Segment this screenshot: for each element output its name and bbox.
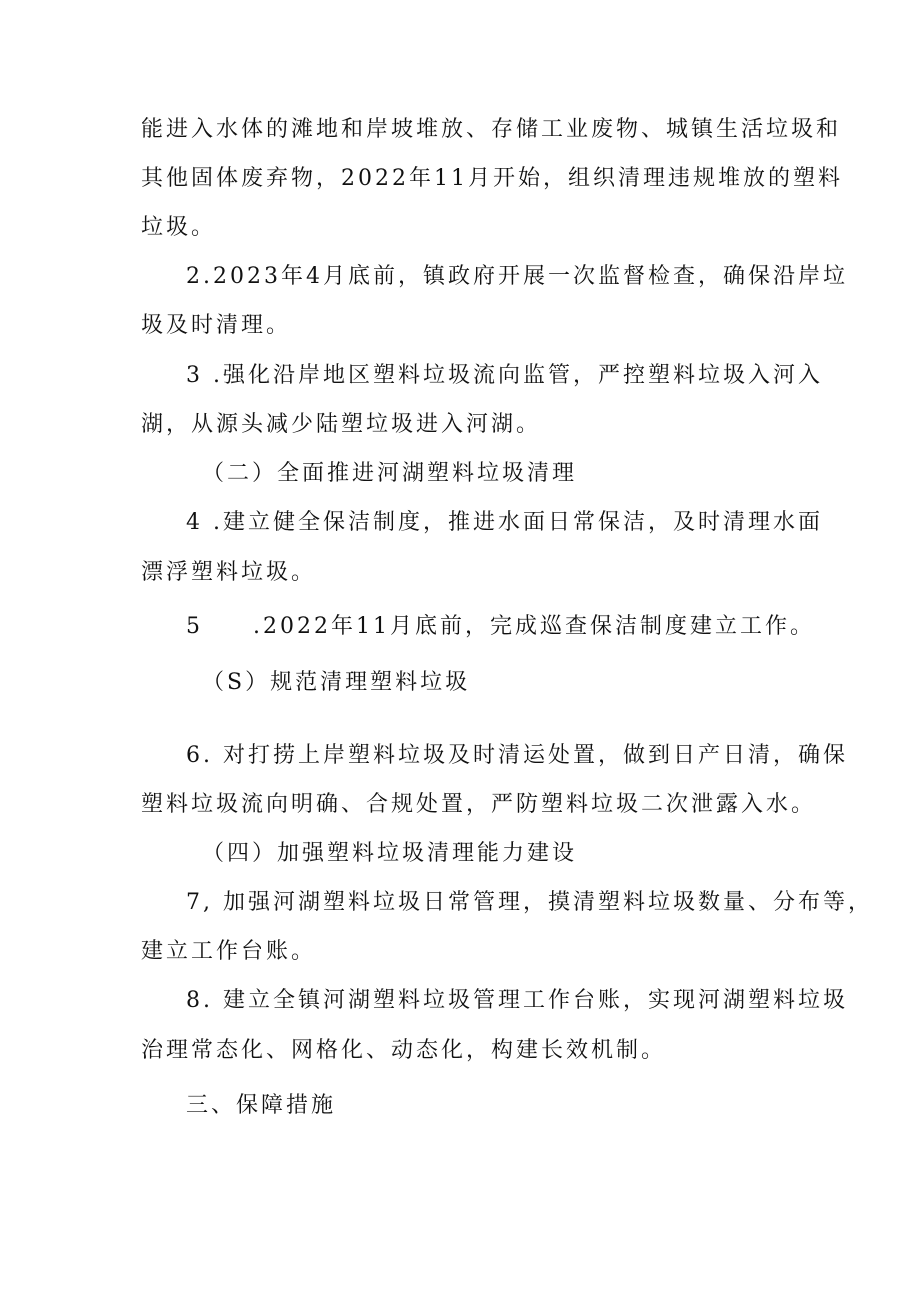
section-heading-2: （二）全面推进河湖塑料垃圾清理 [202, 461, 578, 486]
section-heading-three: 三、保障措施 [186, 1093, 337, 1118]
paragraph-line-2: 其他固体废弃物，2022年11月开始，组织清理违规堆放的塑料 [141, 166, 843, 191]
item-7-line-2: 建立工作台账。 [141, 939, 317, 964]
paragraph-line-3: 垃圾。 [141, 215, 217, 240]
item-4-line-2: 漂浮塑料垃圾。 [141, 560, 317, 585]
item-7-line-1: 7, 加强河湖塑料垃圾日常管理，摸清塑料垃圾数量、分布等， [186, 890, 873, 915]
section-heading-4: （四）加强塑料垃圾清理能力建设 [202, 841, 578, 866]
item-6-line-2: 塑料垃圾流向明确、合规处置，严防塑料垃圾二次泄露入水。 [141, 792, 817, 817]
section-heading-3: （S）规范清理塑料垃圾 [202, 670, 471, 695]
paragraph-line-1: 能进入水体的滩地和岸坡堆放、存储工业废物、城镇生活垃圾和 [141, 117, 842, 142]
item-3-line-1: 3 .强化沿岸地区塑料垃圾流向监管，严控塑料垃圾入河入 [186, 363, 823, 388]
item-2-line-2: 圾及时清理。 [141, 313, 292, 338]
item-5-line-1: 5 .2022年11月底前，完成巡查保洁制度建立工作。 [186, 614, 815, 639]
item-6-line-1: 6. 对打捞上岸塑料垃圾及时清运处置，做到日产日清，确保 [186, 743, 848, 768]
item-2-line-1: 2.2023年4月底前，镇政府开展一次监督检查，确保沿岸垃 [186, 264, 848, 289]
item-4-line-1: 4 .建立健全保洁制度，推进水面日常保洁，及时清理水面 [186, 510, 823, 535]
item-3-line-2: 湖，从源头减少陆塑垃圾进入河湖。 [141, 412, 542, 437]
item-8-line-1: 8. 建立全镇河湖塑料垃圾管理工作台账，实现河湖塑料垃圾 [186, 988, 848, 1013]
item-8-line-2: 治理常态化、网格化、动态化，构建长效机制。 [141, 1038, 667, 1063]
